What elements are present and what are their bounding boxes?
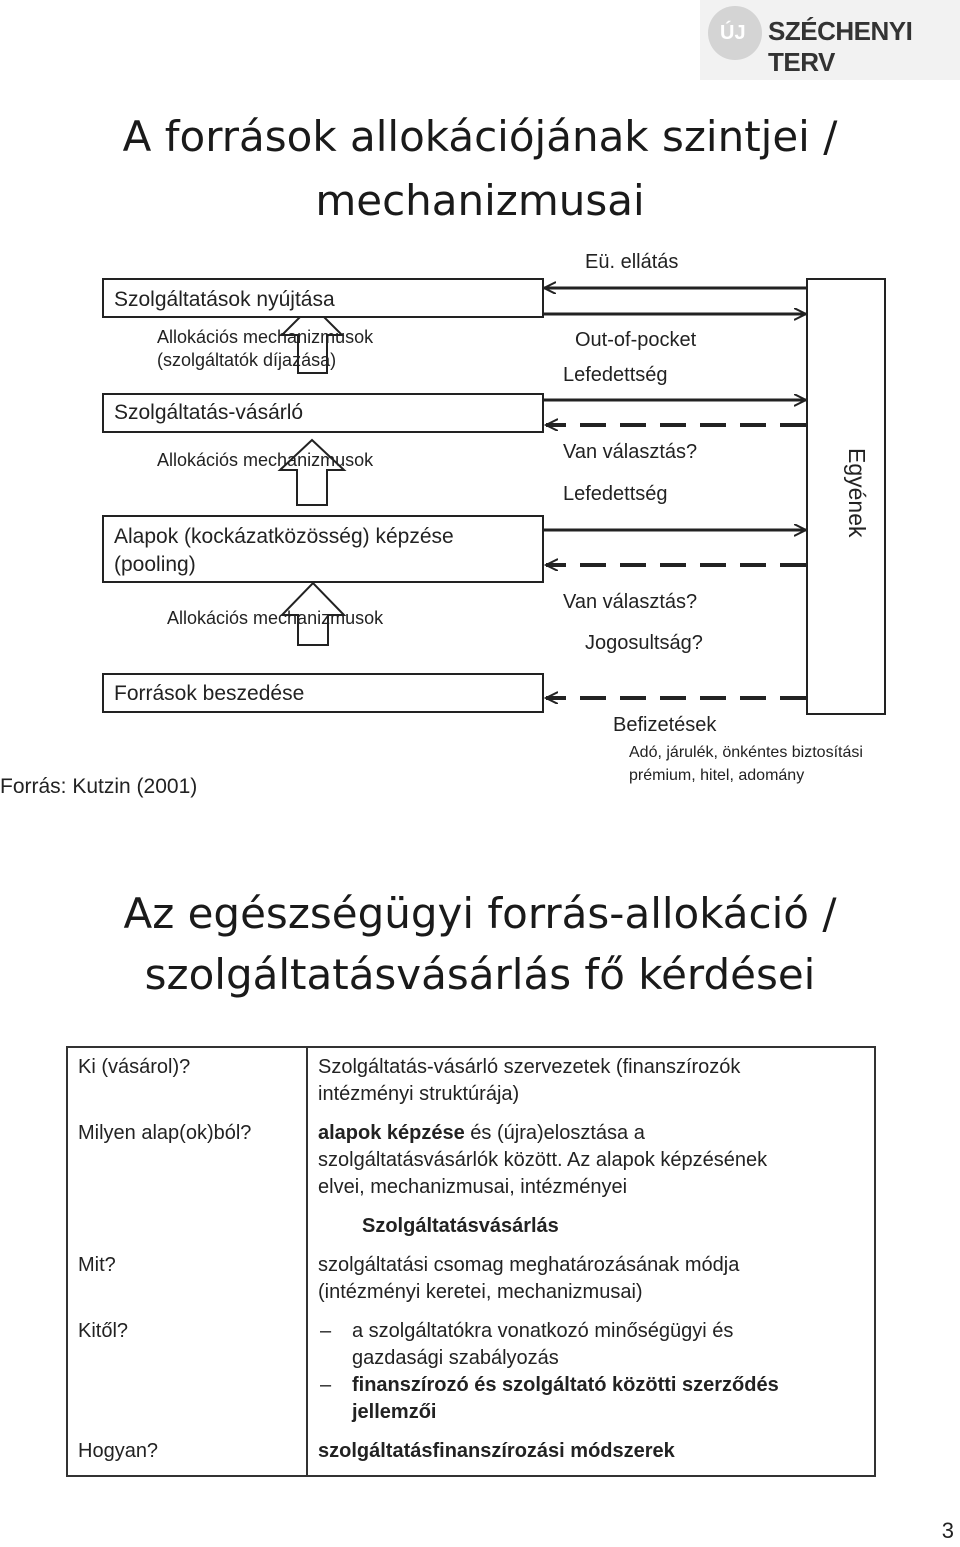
dash-bullet-icon: – — [320, 1320, 332, 1342]
collection-label: Források beszedése — [114, 682, 305, 705]
question-text: Mit? — [78, 1254, 116, 1276]
collection-box — [102, 673, 544, 713]
table-row — [67, 1207, 875, 1246]
answer-line: intézményi struktúrája) — [318, 1083, 520, 1105]
table-row — [67, 1432, 875, 1476]
bullet-item — [318, 1318, 864, 1372]
out-of-pocket-label: Out-of-pocket — [575, 329, 697, 351]
question-text: Hogyan? — [78, 1440, 159, 1462]
answer-cell — [307, 1432, 875, 1476]
mechanism-label-3: Allokációs mechanizmusok — [167, 608, 384, 628]
answer-line: gazdasági szabályozás — [352, 1347, 559, 1369]
table-row — [67, 1047, 875, 1114]
pooling-label-line2: (pooling) — [114, 553, 196, 576]
answer-cell — [307, 1312, 875, 1432]
question-cell — [67, 1246, 307, 1312]
logo-text: SZÉCHENYI TERV — [768, 16, 913, 77]
answer-line: szolgáltatási csomag meghatározásának módja — [318, 1254, 740, 1276]
payments-label: Befizetések — [613, 714, 717, 736]
coverage-label-2: Lefedettség — [563, 483, 668, 505]
source-citation: Forrás: Kutzin (2001) — [0, 775, 198, 798]
coverage-label-1: Lefedettség — [563, 364, 668, 386]
mechanism-label-1-detail: (szolgáltatók díjazása) — [157, 350, 337, 370]
service-provision-box — [102, 278, 544, 318]
individuals-label-wrap — [828, 440, 878, 560]
slide2-title-line1: Az egészségügyi forrás-allokáció / — [123, 889, 837, 938]
purchaser-box — [102, 393, 544, 433]
section-heading: Szolgáltatásvásárlás — [362, 1215, 559, 1237]
question-text: Ki (vásárol)? — [78, 1056, 191, 1078]
question-cell — [67, 1114, 307, 1207]
slide2-title-line2: szolgáltatásvásárlás fő kérdései — [144, 950, 816, 999]
key-questions-table — [66, 1046, 876, 1477]
pooling-label-line1: Alapok (kockázatközösség) képzése — [114, 525, 454, 548]
pooling-box — [102, 515, 544, 583]
individuals-label: Egyének — [844, 448, 870, 538]
answer-line: (intézményi keretei, mechanizmusai) — [318, 1281, 643, 1303]
health-care-label: Eü. ellátás — [585, 251, 679, 273]
answer-line: Szolgáltatás-vásárló szervezetek (finanszírozók — [318, 1056, 741, 1078]
question-cell — [67, 1047, 307, 1114]
answer-cell — [307, 1207, 875, 1246]
service-provision-label: Szolgáltatások nyújtása — [114, 288, 335, 311]
answer-bold: szolgáltatásfinanszírozási módszerek — [318, 1440, 675, 1462]
payments-detail-line1: Adó, járulék, önkéntes biztosítási — [629, 744, 863, 761]
logo-mark: ÚJ — [720, 22, 746, 44]
table-row — [67, 1312, 875, 1432]
question-cell — [67, 1312, 307, 1432]
purchaser-label: Szolgáltatás-vásárló — [114, 401, 304, 424]
mechanism-label-1: Allokációs mechanizmusok — [157, 327, 374, 347]
answer-line: a szolgáltatókra vonatkozó minőségügyi és — [352, 1320, 734, 1342]
choice-label-2: Van választás? — [563, 591, 698, 613]
mechanism-label-2: Allokációs mechanizmusok — [157, 450, 374, 470]
question-text: Milyen alap(ok)ból? — [78, 1122, 252, 1144]
page-number: 3 — [941, 1518, 954, 1543]
table-row — [67, 1114, 875, 1207]
question-text: Kitől? — [78, 1320, 129, 1342]
question-cell — [67, 1432, 307, 1476]
answer-cell — [307, 1047, 875, 1114]
bullet-item — [318, 1372, 864, 1426]
question-cell — [67, 1207, 307, 1246]
answer-line: szolgáltatásvásárlók között. Az alapok képzésének — [318, 1149, 768, 1171]
slide1-title-line2: mechanizmusai — [315, 176, 645, 225]
answer-cell — [307, 1246, 875, 1312]
answer-bold: alapok képzése — [318, 1122, 465, 1144]
answer-line: elvei, mechanizmusai, intézményei — [318, 1176, 628, 1198]
slide1-title-line1: A források allokációjának szintjei / — [122, 112, 838, 161]
answer-line: jellemzői — [352, 1401, 437, 1423]
choice-label-1: Van választás? — [563, 441, 698, 463]
answer-line: finanszírozó és szolgáltató közötti szerződés — [352, 1374, 779, 1396]
eligibility-label: Jogosultság? — [585, 632, 703, 654]
answer-line — [318, 1120, 864, 1147]
dash-bullet-icon: – — [320, 1374, 332, 1396]
answer-text: és (újra)elosztása a — [464, 1122, 645, 1144]
table-row — [67, 1246, 875, 1312]
answer-cell — [307, 1114, 875, 1207]
payments-detail-line2: prémium, hitel, adomány — [629, 767, 805, 784]
